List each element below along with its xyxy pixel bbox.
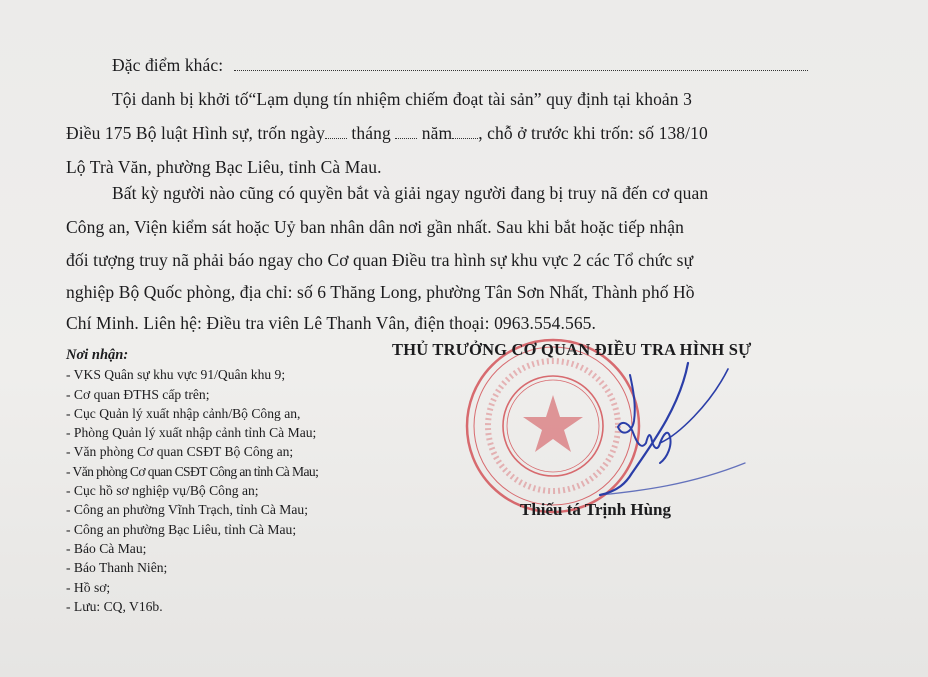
authority-title: THỦ TRƯỞNG CƠ QUAN ĐIỀU TRA HÌNH SỰ xyxy=(392,340,752,359)
recipient-item: - VKS Quân sự khu vực 91/Quân khu 9; xyxy=(66,367,286,383)
recipient-item: - Công an phường Vĩnh Trạch, tỉnh Cà Mau; xyxy=(66,502,308,518)
arrest-line-4: nghiệp Bộ Quốc phòng, địa chỉ: số 6 Thăng Long, phường Tân Sơn Nhất, Thành phố Hồ xyxy=(66,282,695,302)
recipient-item: - Cơ quan ĐTHS cấp trên; xyxy=(66,386,210,402)
flee-month-blank xyxy=(395,126,417,139)
arrest-line-1: Bất kỳ người nào cũng có quyền bắt và giải ngay người đang bị truy nã đến cơ quan xyxy=(112,183,709,203)
flee-year-blank xyxy=(452,126,478,139)
recipients-list xyxy=(66,346,318,616)
recipient-item: - Công an phường Bạc Liêu, tỉnh Cà Mau; xyxy=(66,521,297,537)
recipient-item: - Lưu: CQ, V16b. xyxy=(66,598,163,614)
recipient-item: - Cục hồ sơ nghiệp vụ/Bộ Công an; xyxy=(66,483,259,499)
recipient-item: - Hồ sơ; xyxy=(66,579,111,595)
recipient-item: - Cục Quản lý xuất nhập cảnh/Bộ Công an, xyxy=(66,405,301,421)
recipient-item: - Văn phòng Cơ quan CSĐT Bộ Công an; xyxy=(66,444,294,460)
recipient-item: - Báo Thanh Niên; xyxy=(66,560,168,576)
charge-line-1: Tội danh bị khởi tố“Lạm dụng tín nhiệm chiếm đoạt tài sản” quy định tại khoản 3 xyxy=(112,89,692,109)
recipient-item: - Phòng Quản lý xuất nhập cảnh tỉnh Cà Mau; xyxy=(66,425,317,441)
handwritten-signature xyxy=(560,345,760,505)
other-features-blank xyxy=(234,58,808,71)
recipient-item: - Báo Cà Mau; xyxy=(66,540,147,556)
arrest-line-2: Công an, Viện kiểm sát hoặc Uỷ ban nhân dân nơi gần nhất. Sau khi bắt hoặc tiếp nhận xyxy=(66,217,684,237)
recipient-item: - Văn phòng Cơ quan CSĐT Công an tỉnh Cà Mau; xyxy=(66,463,319,479)
flee-year-label: năm xyxy=(421,123,453,143)
other-features-row xyxy=(112,55,808,76)
charge-line-3: Lộ Trà Văn, phường Bạc Liêu, tỉnh Cà Mau. xyxy=(66,157,382,177)
recipients-heading: Nơi nhận: xyxy=(66,347,129,363)
flee-day-blank xyxy=(325,126,347,139)
flee-day-label: Điều 175 Bộ luật Hình sự, trốn ngày xyxy=(66,123,325,143)
residence-text: , chỗ ở trước khi trốn: số 138/10 xyxy=(478,123,708,143)
arrest-line-3: đối tượng truy nã phải báo ngay cho Cơ quan Điều tra hình sự khu vực 2 các Tổ chức sự xyxy=(66,250,694,270)
charge-line-2 xyxy=(66,123,708,144)
other-features-label: Đặc điểm khác: xyxy=(112,55,224,75)
flee-month-label: tháng xyxy=(351,123,391,143)
signer-name: Thiếu tá Trịnh Hùng xyxy=(520,500,672,519)
arrest-line-5: Chí Minh. Liên hệ: Điều tra viên Lê Thanh Vân, điện thoại: 0963.554.565. xyxy=(66,313,597,333)
